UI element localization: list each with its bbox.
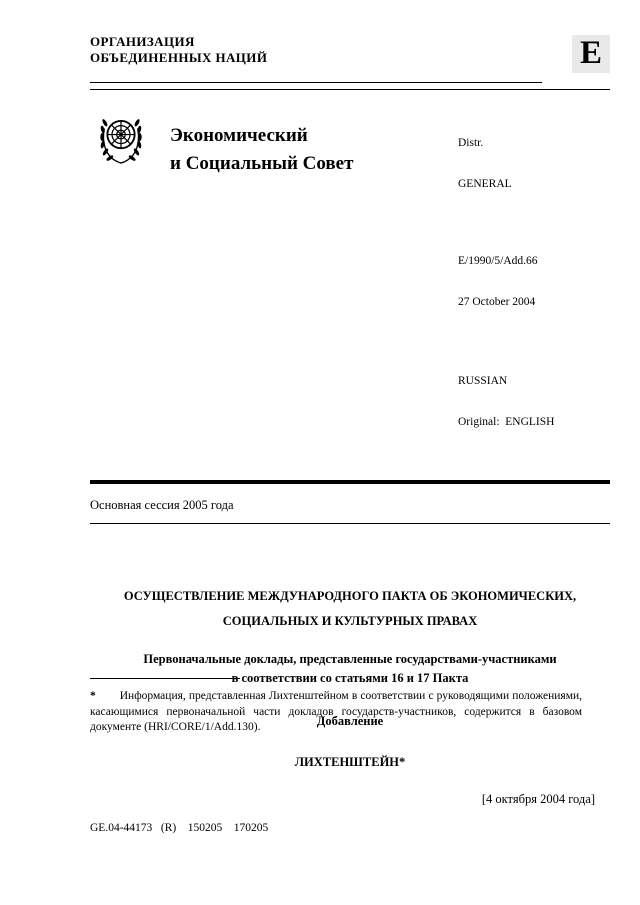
separator-thin bbox=[90, 523, 610, 524]
footer-reference: GE.04-44173 (R) 150205 170205 bbox=[90, 822, 269, 834]
document-title bbox=[90, 584, 610, 634]
submission-date: [4 октября 2004 года] bbox=[481, 792, 595, 806]
distribution-block bbox=[458, 110, 610, 456]
masthead bbox=[90, 110, 610, 456]
footnote bbox=[90, 689, 582, 736]
doc-type-letter: E bbox=[572, 35, 610, 73]
council-name bbox=[170, 122, 353, 456]
separator-thick bbox=[90, 480, 610, 484]
header-rule-full bbox=[90, 89, 610, 90]
footnote-section bbox=[90, 678, 610, 736]
document-title-line-1: ОСУЩЕСТВЛЕНИЕ МЕЖДУНАРОДНОГО ПАКТА ОБ ЭКОНОМИЧЕСКИХ, bbox=[123, 589, 577, 603]
footnote-text: Информация, представленная Лихтенштейном в соответствии с руководящими положениями, касающимися первоначальной части докладов государств-участников, содержится в базовом документе (HRI/CORE/1/Add.130). bbox=[90, 690, 582, 733]
session-title: Основная сессия 2005 года bbox=[90, 498, 234, 512]
org-name-line-1: ОРГАНИЗАЦИЯ bbox=[90, 34, 195, 49]
org-name-line-2: ОБЪЕДИНЕННЫХ НАЦИЙ bbox=[90, 50, 268, 65]
addendum-heading: Добавление bbox=[316, 714, 384, 728]
document-title-line-2: СОЦИАЛЬНЫХ И КУЛЬТУРНЫХ ПРАВАХ bbox=[222, 614, 478, 628]
council-name-line-1: Экономический bbox=[170, 125, 308, 146]
distr-value: GENERAL bbox=[458, 177, 512, 190]
country-heading: ЛИХТЕНШТЕЙН* bbox=[294, 755, 406, 769]
un-emblem-icon bbox=[90, 110, 152, 174]
header bbox=[90, 34, 610, 73]
header-rule-short bbox=[90, 82, 542, 83]
spacer bbox=[458, 336, 610, 348]
document-subtitle-line-2: в соответствии со статьями 16 и 17 Пакта bbox=[231, 671, 469, 685]
doc-symbol: E/1990/5/Add.66 bbox=[458, 255, 538, 267]
title-block bbox=[90, 584, 610, 770]
distr-label: Distr. bbox=[458, 137, 484, 149]
doc-original-language: Original: ENGLISH bbox=[458, 415, 555, 428]
org-name bbox=[90, 34, 267, 66]
spacer bbox=[458, 218, 610, 228]
doc-language: RUSSIAN bbox=[458, 375, 508, 387]
council-name-line-2: и Социальный Совет bbox=[170, 153, 354, 174]
footnote-marker: * bbox=[90, 690, 96, 702]
footnote-separator bbox=[90, 678, 240, 679]
doc-date: 27 October 2004 bbox=[458, 295, 536, 308]
document-subtitle-line-1: Первоначальные доклады, представленные государствами-участниками bbox=[143, 652, 557, 666]
